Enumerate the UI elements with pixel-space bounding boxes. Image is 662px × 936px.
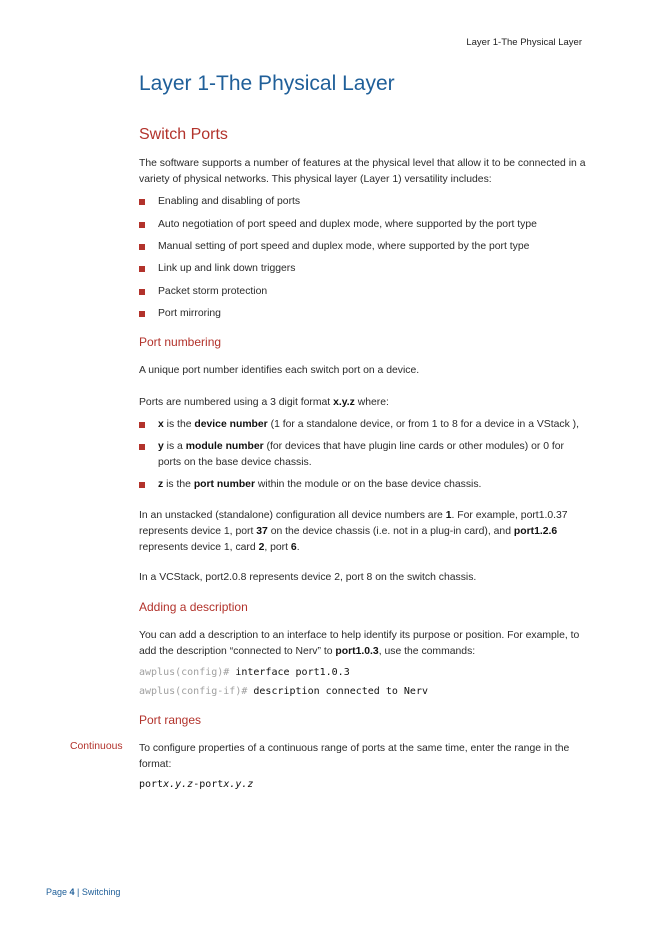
range-format: portx.y.z-portx.y.z xyxy=(139,779,254,790)
bullet-square-icon xyxy=(139,222,145,228)
list-item-z: z is the port number within the module or on the base device chassis. xyxy=(139,477,587,493)
page-footer: Page 4 | Switching xyxy=(46,887,121,897)
bullet-square-icon xyxy=(139,266,145,272)
intro-paragraph: The software supports a number of features at the physical level that allow it to be connected in a variety of physical networks. This physical layer (Layer 1) versatility includes: xyxy=(139,158,586,185)
list-item: Manual setting of port speed and duplex mode, where supported by the port type xyxy=(139,239,587,255)
bullet-square-icon xyxy=(139,444,145,450)
port-numbering-intro: A unique port number identifies each switch port on a device. xyxy=(139,365,420,376)
section-heading: Switch Ports xyxy=(139,126,228,143)
port-numbering-heading: Port numbering xyxy=(139,335,222,349)
bullet-square-icon xyxy=(139,199,145,205)
list-item-y: y is a module number (for devices that have plugin line cards or other modules) or 0 for ports on the base device chassis. xyxy=(139,439,587,471)
bullet-square-icon xyxy=(139,244,145,250)
list-item: Link up and link down triggers xyxy=(139,261,587,277)
bullet-square-icon xyxy=(139,482,145,488)
description-heading: Adding a description xyxy=(139,600,248,614)
port-ranges-heading: Port ranges xyxy=(139,713,202,727)
bullet-square-icon xyxy=(139,311,145,317)
list-item: Enabling and disabling of ports xyxy=(139,194,587,210)
command-line: awplus(config-if)# description connected to Nerv xyxy=(139,686,428,697)
port-ranges-paragraph: To configure properties of a continuous range of ports at the same time, enter the range in the format: xyxy=(139,743,570,770)
list-item: Port mirroring xyxy=(139,306,587,322)
list-item: Packet storm protection xyxy=(139,284,587,300)
vcstack-paragraph: In a VCStack, port2.0.8 represents device 2, port 8 on the switch chassis. xyxy=(139,572,477,583)
port-format-paragraph: Ports are numbered using a 3 digit format x.y.z where: xyxy=(139,397,389,408)
page-title: Layer 1-The Physical Layer xyxy=(139,72,395,95)
running-header: Layer 1-The Physical Layer xyxy=(466,37,582,48)
command-line: awplus(config)# interface port1.0.3 xyxy=(139,667,350,678)
list-item: Auto negotiation of port speed and duplex mode, where supported by the port type xyxy=(139,217,587,233)
unstacked-paragraph: In an unstacked (standalone) configuration all device numbers are 1. For example, port1.0.37 represents device 1, port 37 on the device chassis (i.e. not in a plug-in card), and port1.2.6 represents device 1, card 2, port 6. xyxy=(139,510,568,553)
continuous-margin-note: Continuous xyxy=(70,741,123,752)
bullet-square-icon xyxy=(139,289,145,295)
bullet-square-icon xyxy=(139,422,145,428)
list-item-x: x is the device number (1 for a standalone device, or from 1 to 8 for a device in a VStack ), xyxy=(139,417,587,433)
description-paragraph: You can add a description to an interface to help identify its purpose or position. For example, to add the description “connected to Nerv” to port1.0.3, use the commands: xyxy=(139,630,580,657)
